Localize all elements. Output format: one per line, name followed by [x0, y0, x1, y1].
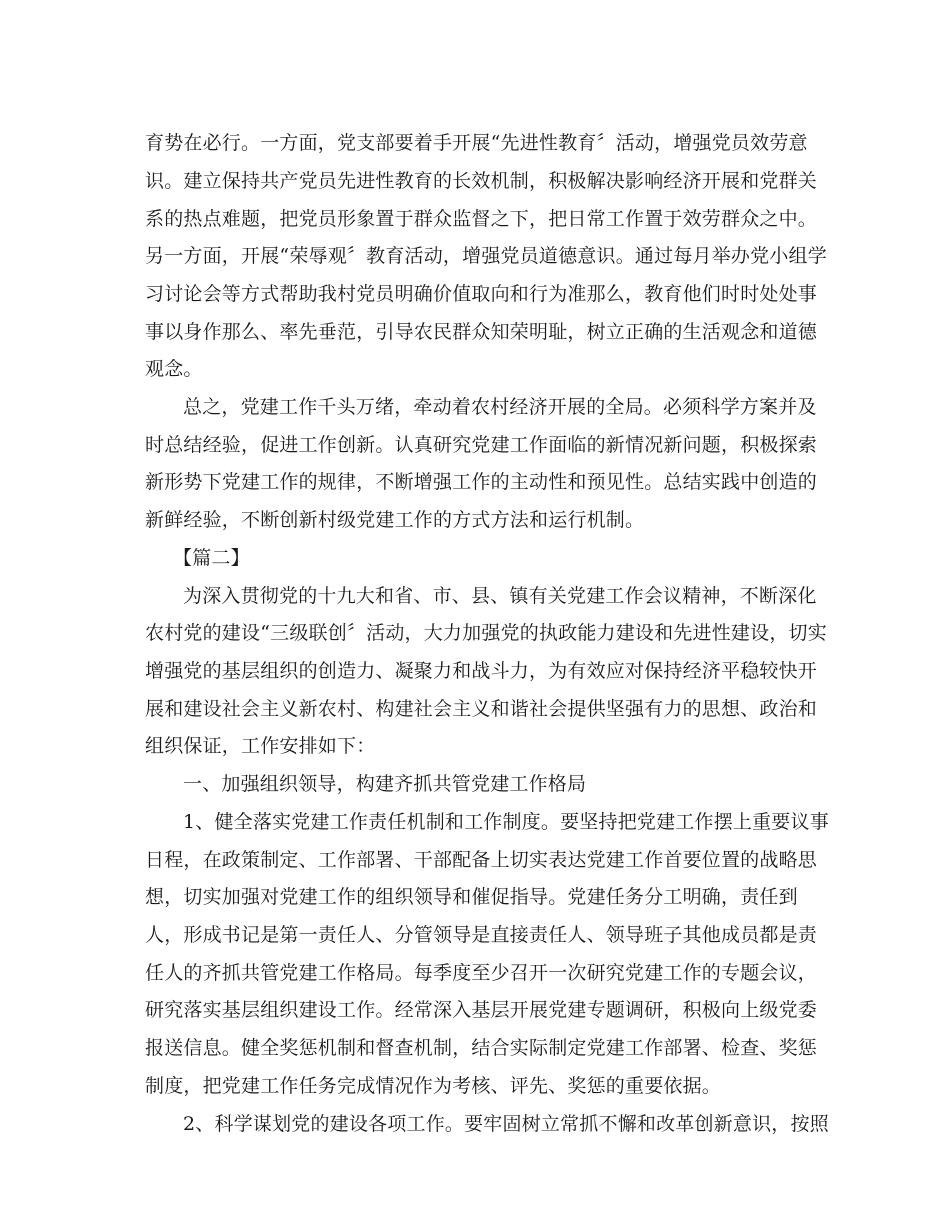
text-line: 组织保证，工作安排如下： — [145, 735, 376, 757]
text-line: 系的热点难题，把党员形象置于群众监督之下，把日常工作置于效劳群众之中。 — [145, 208, 818, 230]
paragraph-first-line: 总之，党建工作千头万绪，牵动着农村经济开展的全局。必须科学方案并及 — [183, 396, 817, 418]
text-line: 时总结经验，促进工作创新。认真研究党建工作面临的新情况新问题，积极探索 — [145, 434, 818, 456]
paragraph-first-line: 为深入贯彻党的十九大和省、市、县、镇有关党建工作会议精神，不断深化 — [183, 585, 817, 607]
text-line: 人，形成书记是第一责任人、分管领导是直接责任人、领导班子其他成员都是责 — [145, 924, 818, 946]
text-line: 事以身作那么、率先垂范，引导农民群众知荣明耻，树立正确的生活观念和道德 — [145, 321, 818, 343]
text-line: 研究落实基层组织建设工作。经常深入基层开展党建专题调研，积极向上级党委 — [145, 999, 818, 1021]
text-line: 想，切实加强对党建工作的组织领导和催促指导。党建任务分工明确，责任到 — [145, 886, 798, 908]
text-line: 另一方面，开展“荣辱观〞教育活动，增强党员道德意识。通过每月举办党小组学 — [145, 245, 827, 267]
text-line: 育势在必行。一方面，党支部要着手开展“先进性教育〞活动，增强党员效劳意 — [145, 132, 808, 154]
text-line: 观念。 — [145, 358, 203, 380]
text-line: 习讨论会等方式帮助我村党员明确价值取向和行为准那么，教育他们时时处处事 — [145, 283, 818, 305]
text-line: 任人的齐抓共管党建工作格局。每季度至少召开一次研究党建工作的专题会议， — [145, 962, 818, 984]
text-line: 识。建立保持共产党员先进性教育的长效机制，积极解决影响经济开展和党群关 — [145, 170, 818, 192]
text-line: 增强党的基层组织的创造力、凝聚力和战斗力，为有效应对保持经济平稳较快开 — [145, 660, 818, 682]
text-line: 展和建设社会主义新农村、构建社会主义和谐社会提供坚强有力的思想、政治和 — [145, 698, 818, 720]
text-line: 制度，把党建工作任务完成情况作为考核、评先、奖惩的重要依据。 — [145, 1075, 722, 1097]
subsection-heading: 一、加强组织领导，构建齐抓共管党建工作格局 — [183, 773, 587, 795]
text-line: 新鲜经验，不断创新村级党建工作的方式方法和运行机制。 — [145, 509, 645, 531]
section-heading: 【篇二】 — [173, 547, 250, 569]
text-line: 报送信息。健全奖惩机制和督查机制，结合实际制定党建工作部署、检查、奖惩 — [145, 1037, 818, 1059]
text-line: 日程，在政策制定、工作部署、干部配备上切实表达党建工作首要位置的战略思 — [145, 849, 818, 871]
paragraph-first-line: 1、健全落实党建工作责任机制和工作制度。要坚持把党建工作摆上重要议事 — [183, 811, 829, 833]
text-line: 农村党的建设“三级联创〞活动，大力加强党的执政能力建设和先进性建设，切实 — [145, 622, 827, 644]
text-line: 新形势下党建工作的规律，不断增强工作的主动性和预见性。总结实践中创造的 — [145, 471, 818, 493]
paragraph-first-line: 2、科学谋划党的建设各项工作。要牢固树立常抓不懈和改革创新意识，按照 — [183, 1113, 829, 1135]
